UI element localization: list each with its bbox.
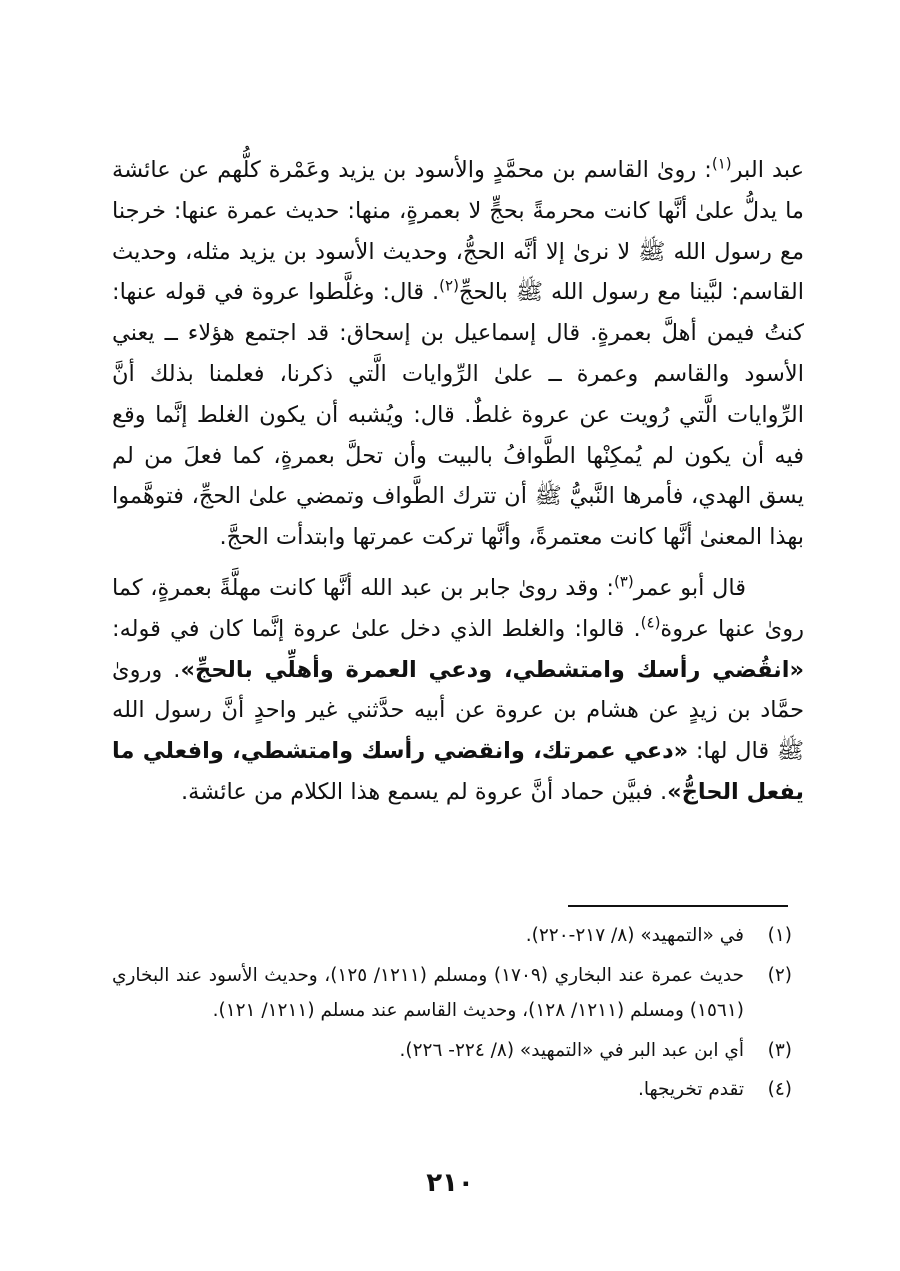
- paragraph-2-part-5: . فبيَّن حماد أنَّ عروة لم يسمع هذا الكلام من عائشة.: [180, 778, 668, 805]
- footnote-3: [112, 1033, 792, 1069]
- paragraph-1-part-1: عبد البر: [731, 157, 804, 183]
- footnotes-section: [112, 918, 792, 1112]
- footnote-ref-2[interactable]: (٢): [439, 276, 459, 295]
- footnote-number: (٢): [767, 964, 792, 986]
- paragraph-2-part-2: : وقد روىٰ جابر بن عبد الله أنَّها كانت مهلَّةً بعمرةٍ، كما روىٰ عنها عروة: [112, 574, 804, 642]
- paragraph-1-part-2: : روىٰ القاسم بن محمَّدٍ والأسود بن يزيد وعَمْرة كلُّهم عن عائشة ما يدلُّ علىٰ أنَّها كانت محرمةً بحجٍّ لا بعمرةٍ، منها: حديث عمرة عنها: خرجنا مع رسول الله ﷺ لا نرىٰ إلا أنَّه الحجُّ، وحديث الأسود بن يزيد مثله، وحديث القاسم: لبَّينا مع رسول الله ﷺ بالحجِّ: [112, 157, 804, 306]
- footnote-number: (٤): [767, 1079, 792, 1100]
- footnote-ref-4[interactable]: (٤): [640, 613, 661, 632]
- footnote-2: [112, 958, 792, 1029]
- paragraph-2: [112, 568, 804, 813]
- footnote-ref-1[interactable]: (١): [711, 154, 732, 173]
- paragraph-2-part-3: . قالوا: والغلط الذي دخل علىٰ عروة إنَّما كان في قوله:: [112, 615, 641, 642]
- hadith-quote-2: «دعي عمرتك، وانقضي رأسك وامتشطي، وافعلي ما يفعل الحاجُّ»: [112, 738, 804, 805]
- footnote-text: تقدم تخريجها.: [638, 1079, 744, 1100]
- footnote-text: في «التمهيد» (٨/ ٢١٧-٢٢٠).: [525, 925, 744, 946]
- footnote-number: (١): [767, 925, 792, 946]
- footnote-4: [112, 1072, 792, 1108]
- paragraph-1: [112, 150, 804, 558]
- footnote-number: (٣): [767, 1039, 792, 1061]
- footnote-ref-3[interactable]: (٣): [613, 572, 634, 591]
- paragraph-1-part-3: . قال: وغلَّطوا عروة في قوله عنها: كنتُ فيمن أهلَّ بعمرةٍ. قال إسماعيل بن إسحاق: قد اجتمع هؤلاء ــ يعني الأسود والقاسم وعمرة ــ علىٰ الرِّوايات الَّتي ذكرنا، فعلمنا بذلك أنَّ الرِّوايات الَّتي رُويت عن عروة غلطٌ. قال: ويُشبه أن يكون الغلط إنَّما وقع فيه أن يكون لم يُمكِنْها الطَّوافُ بالبيت وأن تحلَّ بعمرةٍ، كما فعلَ من لم يسق الهدي، فأمرها النَّبيُّ ﷺ أن تترك الطَّواف وتمضي علىٰ الحجِّ، فتوهَّموا بهذا المعنىٰ أنَّها كانت معتمرةً، وأنَّها تركت عمرتها وابتدأت الحجَّ.: [112, 279, 804, 551]
- hadith-quote-1: «انقُضي رأسك وامتشطي، ودعي العمرة وأهلِّي بالحجِّ»: [180, 656, 805, 683]
- page-number: ٢١٠: [426, 1168, 474, 1198]
- footnote-text: أي ابن عبد البر في «التمهيد» (٨/ ٢٢٤- ٢٢٦).: [399, 1039, 744, 1061]
- page-body: [112, 150, 804, 813]
- footnote-text: حديث عمرة عند البخاري (١٧٠٩) ومسلم (١٢١١/ ١٢٥)، وحديث الأسود عند البخاري (١٥٦١) ومسلم (١٢١١/ ١٢٨)، وحديث القاسم عند مسلم (١٢١١/ ١٢١).: [112, 964, 744, 1021]
- footnote-1: [112, 918, 792, 954]
- footnote-divider: [568, 905, 788, 907]
- paragraph-2-part-1: قال أبو عمر: [633, 574, 746, 601]
- paragraph-2-part-4: . وروىٰ حمَّاد بن زيدٍ عن هشام بن عروة عن أبيه حدَّثني غير واحدٍ أنَّ رسول الله ﷺ قال لها:: [112, 656, 804, 765]
